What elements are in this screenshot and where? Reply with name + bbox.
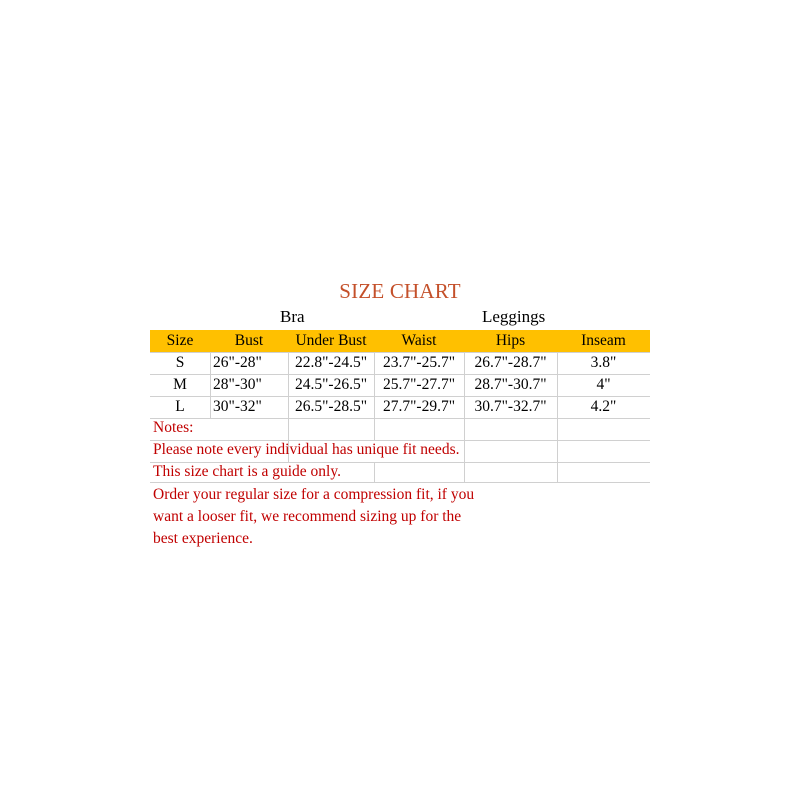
note-fit-needs: Please note every individual has unique fit needs. [153,441,460,458]
under-bust-cell: 24.5"-26.5" [294,376,368,393]
under-bust-cell: 22.8"-24.5" [294,354,368,371]
size-cell: S [175,354,185,371]
hips-cell: 26.7"-28.7" [474,354,547,371]
hips-cell: 28.7"-30.7" [474,376,547,393]
grid-line [557,352,558,482]
grid-line [150,352,650,353]
inseam-cell: 4" [596,376,611,393]
size-cell: L [175,398,185,415]
inseam-cell: 4.2" [590,398,617,415]
header-under-bust: Under Bust [295,332,367,349]
size-chart-title: SIZE CHART [339,279,461,303]
hips-cell: 30.7"-32.7" [474,398,547,415]
note-sizing-advice: Order your regular size for a compression fit, if you want a looser fit, we recommend sizing up for the best experience. [153,486,475,547]
header-hips: Hips [495,332,526,349]
table-header-row [150,330,650,352]
size-cell: M [173,376,187,393]
waist-cell: 25.7"-27.7" [382,376,456,393]
table-row [150,352,650,374]
table-row [150,374,650,396]
grid-line [464,440,465,482]
header-size: Size [166,332,194,349]
notes-heading: Notes: [153,419,194,436]
header-bust: Bust [234,332,264,349]
waist-cell: 27.7"-29.7" [382,398,456,415]
bust-cell: 26"-28" [213,354,262,371]
grid-line [464,352,465,418]
grid-line [464,418,465,440]
header-inseam: Inseam [581,332,626,349]
grid-line [374,462,375,482]
grid-line [374,352,375,440]
grid-line [150,418,650,419]
grid-line [150,396,650,397]
group-label-bra: Bra [280,307,305,326]
under-bust-cell: 26.5"-28.5" [294,398,368,415]
header-waist: Waist [401,332,437,349]
grid-line [150,374,650,375]
bust-cell: 30"-32" [213,398,262,415]
grid-line [150,482,650,483]
size-table [150,330,650,482]
table-row [150,396,650,418]
bust-cell: 28"-30" [213,376,262,393]
waist-cell: 23.7"-25.7" [382,354,456,371]
note-guide-only: This size chart is a guide only. [153,463,341,480]
grid-line [210,352,211,418]
inseam-cell: 3.8" [590,354,617,371]
group-label-leggings: Leggings [482,307,546,326]
